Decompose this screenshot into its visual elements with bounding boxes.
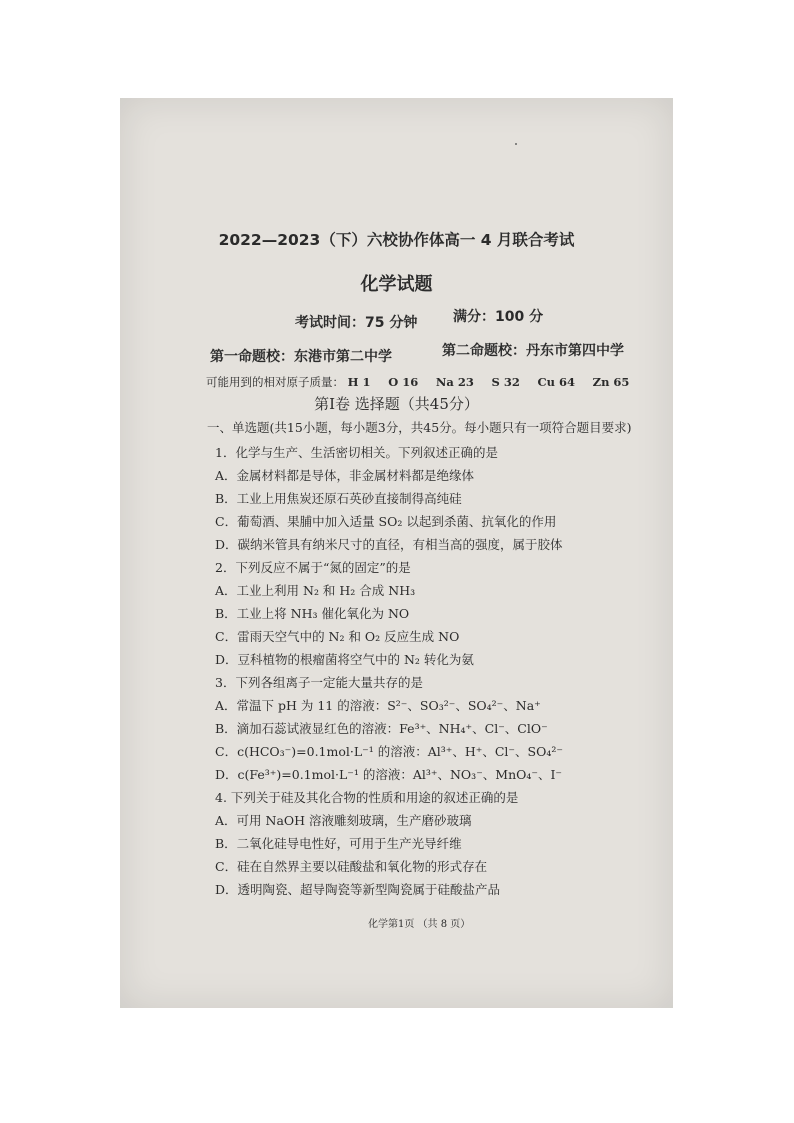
question-1-option-b: B．工业上用焦炭还原石英砂直接制得高纯硅 xyxy=(215,491,462,506)
page-footer: 化学第1页 （共 8 页） xyxy=(368,919,471,930)
full-score: 满分：100 分 xyxy=(453,309,544,325)
question-4-option-a: A．可用 NaOH 溶液雕刻玻璃，生产磨砂玻璃 xyxy=(215,813,472,828)
atomic-mass-s: S 32 xyxy=(491,375,520,389)
question-4-option-d: D．透明陶瓷、超导陶瓷等新型陶瓷属于硅酸盐产品 xyxy=(215,882,501,897)
question-2-option-b: B．工业上将 NH₃ 催化氧化为 NO xyxy=(215,606,410,621)
question-1-option-d: D．碳纳米管具有纳米尺寸的直径，有相当高的强度，属于胶体 xyxy=(215,537,563,552)
question-1-stem: 1．化学与生产、生活密切相关。下列叙述正确的是 xyxy=(215,445,498,460)
question-2-option-d: D．豆科植物的根瘤菌将空气中的 N₂ 转化为氨 xyxy=(215,652,474,667)
atomic-masses xyxy=(206,374,629,390)
school-1: 第一命题校：东港市第二中学 xyxy=(210,349,392,365)
atomic-masses-label: 可能用到的相对原子质量： xyxy=(206,375,344,389)
question-3-option-d: D．c(Fe³⁺)=0.1mol·L⁻¹ 的溶液：Al³⁺、NO₃⁻、MnO₄⁻、I⁻ xyxy=(215,767,563,782)
question-3-option-a: A．常温下 pH 为 11 的溶液：S²⁻、SO₃²⁻、SO₄²⁻、Na⁺ xyxy=(215,698,541,713)
exam-time: 考试时间：75 分钟 xyxy=(295,315,418,331)
section-instruction: 一、单选题(共15小题，每小题3分，共45分。每小题只有一项符合题目要求) xyxy=(207,420,632,435)
question-4-stem: 4. 下列关于硅及其化合物的性质和用途的叙述正确的是 xyxy=(215,790,519,805)
question-3-option-b: B．滴加石蕊试液显红色的溶液：Fe³⁺、NH₄⁺、Cl⁻、ClO⁻ xyxy=(215,721,548,736)
atomic-mass-cu: Cu 64 xyxy=(537,375,576,389)
question-2-option-c: C．雷雨天空气中的 N₂ 和 O₂ 反应生成 NO xyxy=(215,629,460,644)
exam-title: 2022—2023（下）六校协作体高一 4 月联合考试 xyxy=(218,231,575,249)
question-1-option-a: A．金属材料都是导体，非金属材料都是绝缘体 xyxy=(215,468,475,483)
question-3-stem: 3．下列各组离子一定能大量共存的是 xyxy=(215,675,423,690)
atomic-mass-na: Na 23 xyxy=(435,375,474,389)
question-4-option-b: B．二氧化硅导电性好，可用于生产光导纤维 xyxy=(215,836,462,851)
exam-paper xyxy=(120,98,673,1008)
question-4-option-c: C．硅在自然界主要以硅酸盐和氧化物的形式存在 xyxy=(215,859,488,874)
exam-subject: 化学试题 xyxy=(360,274,433,295)
question-1-option-c: C．葡萄酒、果脯中加入适量 SO₂ 以起到杀菌、抗氧化的作用 xyxy=(215,514,557,529)
question-2-stem: 2．下列反应不属于“氮的固定”的是 xyxy=(215,560,411,575)
atomic-mass-o: O 16 xyxy=(388,375,419,389)
question-2-option-a: A．工业上利用 N₂ 和 H₂ 合成 NH₃ xyxy=(215,583,416,598)
paper-speck xyxy=(515,143,517,145)
question-3-option-c: C．c(HCO₃⁻)=0.1mol·L⁻¹ 的溶液：Al³⁺、H⁺、Cl⁻、SO₄²⁻ xyxy=(215,744,563,759)
school-2: 第二命题校：丹东市第四中学 xyxy=(442,343,624,359)
atomic-mass-h: H 1 xyxy=(347,375,371,389)
atomic-mass-zn: Zn 65 xyxy=(592,375,630,389)
section-title: 第I卷 选择题（共45分） xyxy=(314,395,479,413)
